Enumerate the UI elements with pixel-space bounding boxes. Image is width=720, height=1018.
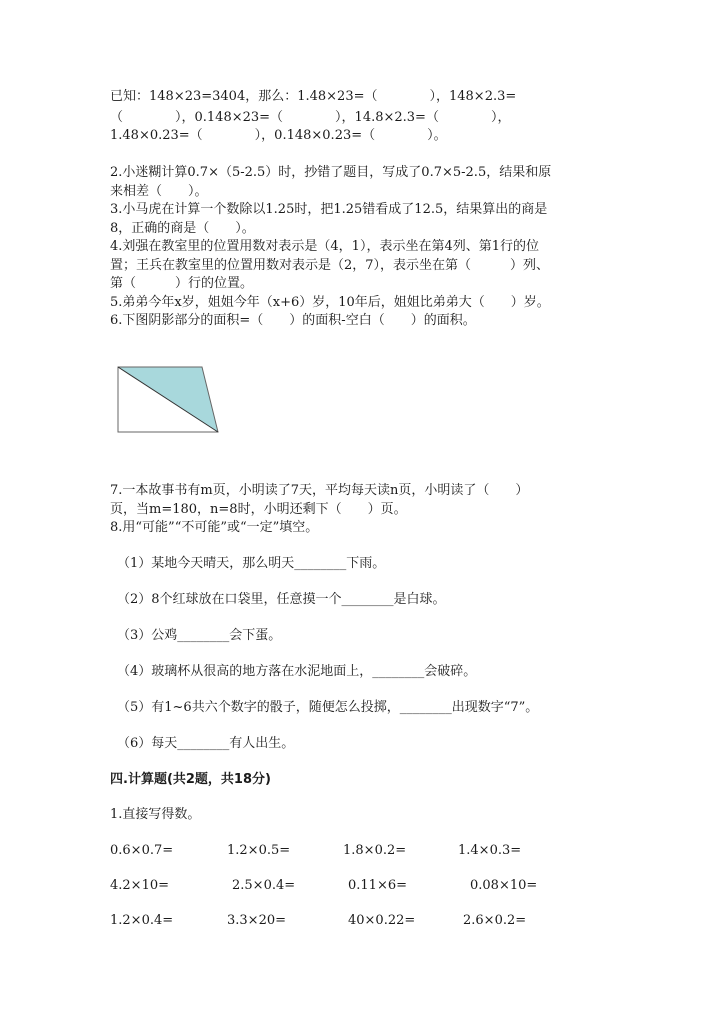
calc-item: 1.8×0.2= xyxy=(343,843,407,858)
q8-sub-item: （5）有1~6共六个数字的骰子，随便怎么投掷，________出现数字“7”。 xyxy=(117,700,539,715)
calc-item: 0.08×10= xyxy=(470,878,538,893)
q-known-line-2: （ ），0.148×23=（ ），14.8×2.3=（ ）， xyxy=(110,110,511,125)
q3-line-2: 8，正确的商是（ ）。 xyxy=(110,221,255,236)
section-title: 四.计算题(共2题，共18分) xyxy=(110,772,271,787)
q8-sub-item: （1）某地今天晴天，那么明天________下雨。 xyxy=(117,556,386,571)
q-known-line-3: 1.48×0.23=（ ），0.148×0.23=（ ）。 xyxy=(110,128,447,143)
q8-sub-item: （4）玻璃杯从很高的地方落在水泥地面上，________会破碎。 xyxy=(117,664,477,679)
calc-item: 1.4×0.3= xyxy=(458,843,522,858)
q4-line-3: 第（ ）行的位置。 xyxy=(110,276,254,291)
q8-line: 8.用“可能”“不可能”或“一定”填空。 xyxy=(110,520,319,535)
calc-item: 3.3×20= xyxy=(227,913,287,928)
calc-item: 1.2×0.4= xyxy=(110,913,174,928)
q3-line-1: 3.小马虎在计算一个数除以1.25时，把1.25错看成了12.5，结果算出的商是 xyxy=(110,202,548,217)
calc-item: 4.2×10= xyxy=(110,878,170,893)
calc-question-title: 1.直接写得数。 xyxy=(110,807,201,822)
q6-line: 6.下图阴影部分的面积=（ ）的面积-空白（ ）的面积。 xyxy=(110,313,476,328)
calc-item: 0.11×6= xyxy=(348,878,408,893)
q8-sub-item: （6）每天________有人出生。 xyxy=(117,736,295,751)
q2-line-2: 来相差（ ）。 xyxy=(110,184,208,199)
q5-line: 5.弟弟今年x岁，姐姐今年（x+6）岁，10年后，姐姐比弟弟大（ ）岁。 xyxy=(110,295,550,310)
calc-item: 2.6×0.2= xyxy=(463,913,527,928)
q4-line-1: 4.刘强在教室里的位置用数对表示是（4，1），表示坐在第4列、第1行的位 xyxy=(110,239,539,254)
q7-line-1: 7.一本故事书有m页，小明读了7天，平均每天读n页，小明读了（ ） xyxy=(110,483,529,498)
calc-item: 1.2×0.5= xyxy=(227,843,291,858)
shaded-trapezoid-figure xyxy=(116,364,222,436)
q4-line-2: 置；王兵在教室里的位置用数对表示是（2，7），表示坐在第（ ）列、 xyxy=(110,258,550,273)
q8-sub-item: （3）公鸡________会下蛋。 xyxy=(117,628,282,643)
q2-line-1: 2.小迷糊计算0.7×（5-2.5）时，抄错了题目，写成了0.7×5-2.5，结果和原 xyxy=(110,165,552,180)
q7-line-2: 页，当m=180，n=8时，小明还剩下（ ）页。 xyxy=(110,502,407,517)
calc-item: 40×0.22= xyxy=(348,913,416,928)
q-known-line-1: 已知：148×23=3404，那么：1.48×23=（ ），148×2.3= xyxy=(110,89,517,104)
q8-sub-item: （2）8个红球放在口袋里，任意摸一个________是白球。 xyxy=(117,592,446,607)
calc-item: 2.5×0.4= xyxy=(232,878,296,893)
calc-item: 0.6×0.7= xyxy=(110,843,174,858)
